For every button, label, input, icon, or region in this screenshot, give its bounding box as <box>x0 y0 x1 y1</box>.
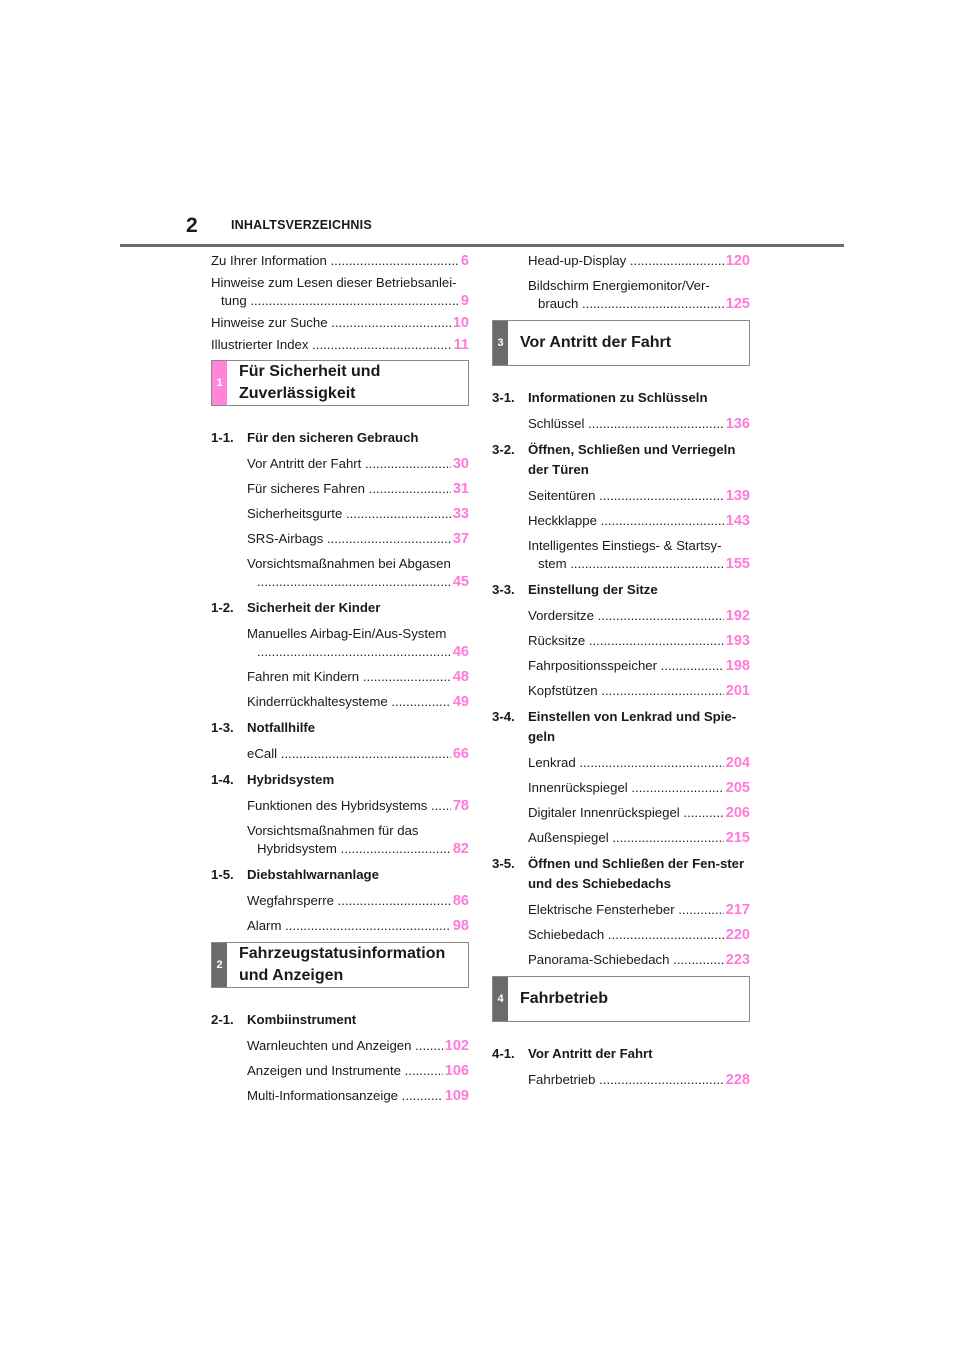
category-box-2[interactable] <box>211 942 469 988</box>
page-title: INHALTSVERZEICHNIS <box>231 218 372 232</box>
toc-entry[interactable]: Seitentüren ..... 139 <box>492 487 750 505</box>
toc-entry[interactable]: Vorsichtsmaßnahmen bei Abgasen ..... 45 <box>211 555 469 591</box>
toc-entry[interactable]: Hinweise zum Lesen dieser Betriebsanlei- tung ..... 9 <box>211 274 469 310</box>
category-box-4[interactable] <box>492 976 750 1022</box>
category-title: Fahrzeugstatusinformation und Anzeigen <box>239 945 446 984</box>
toc-entry[interactable]: Heckklappe ..... 143 <box>492 512 750 530</box>
page-ref: 46 <box>452 644 469 660</box>
page-ref: 201 <box>725 683 750 699</box>
page-header <box>186 214 846 250</box>
toc-entry[interactable]: Außenspiegel ..... 215 <box>492 829 750 847</box>
category-tab: 1 <box>212 361 227 405</box>
page-ref: 193 <box>725 633 750 649</box>
category-tab: 2 <box>212 943 227 987</box>
page-ref: 228 <box>725 1072 750 1088</box>
page-ref: 205 <box>725 780 750 796</box>
section-heading: 3-5. Öffnen und Schließen der Fen-ster und des Schiebedachs <box>492 856 745 891</box>
page-ref: 206 <box>725 805 750 821</box>
toc-entry[interactable]: Vor Antritt der Fahrt ..... 30 <box>211 455 469 473</box>
toc-entry[interactable]: Intelligentes Einstiegs- & Startsy- stem ..... 155 <box>492 537 750 573</box>
section-heading: 3-4. Einstellen von Lenkrad und Spie-geln <box>492 709 737 744</box>
page-ref: 45 <box>452 574 469 590</box>
page-ref: 217 <box>725 902 750 918</box>
section-heading: 1-2. Sicherheit der Kinder <box>211 600 381 615</box>
page-ref: 215 <box>725 830 750 846</box>
toc-entry[interactable]: Vordersitze ..... 192 <box>492 607 750 625</box>
page-ref: 143 <box>725 513 750 529</box>
toc-entry[interactable]: Illustrierter Index ..... 11 <box>211 336 469 354</box>
page-ref: 37 <box>452 531 469 547</box>
section-heading: 3-2. Öffnen, Schließen und Verriegeln der Türen <box>492 442 736 477</box>
page-ref: 109 <box>444 1088 469 1104</box>
page-ref: 49 <box>452 694 469 710</box>
section-heading: 3-3. Einstellung der Sitze <box>492 582 658 597</box>
toc-entry[interactable]: Elektrische Fensterheber ..... 217 <box>492 901 750 919</box>
category-box-3[interactable] <box>492 320 750 366</box>
page-ref: 11 <box>453 337 469 353</box>
toc-entry[interactable]: Warnleuchten und Anzeigen ..... 102 <box>211 1037 469 1055</box>
toc-entry[interactable]: Head-up-Display ..... 120 <box>492 252 750 270</box>
section-heading: 1-5. Diebstahlwarnanlage <box>211 867 379 882</box>
page-ref: 31 <box>452 481 469 497</box>
section-heading: 1-3. Notfallhilfe <box>211 720 316 735</box>
page-ref: 33 <box>452 506 469 522</box>
page-number: 2 <box>186 214 198 237</box>
toc-entry[interactable]: Funktionen des Hybridsystems ..... 78 <box>211 797 469 815</box>
toc-entry[interactable]: Fahrpositionsspeicher ..... 198 <box>492 657 750 675</box>
toc-entry[interactable]: Kopfstützen ..... 201 <box>492 682 750 700</box>
toc-entry[interactable]: Rücksitze ..... 193 <box>492 632 750 650</box>
page-ref: 82 <box>452 841 469 857</box>
category-tab: 3 <box>493 321 508 365</box>
toc-entry[interactable]: Panorama-Schiebedach ..... 223 <box>492 951 750 969</box>
page-ref: 6 <box>460 253 469 269</box>
toc-entry[interactable]: Digitaler Innenrückspiegel ..... 206 <box>492 804 750 822</box>
toc-entry[interactable]: Multi-Informationsanzeige ..... 109 <box>211 1087 469 1105</box>
toc-column-left <box>211 252 469 1112</box>
page-ref: 9 <box>460 293 469 309</box>
page-ref: 136 <box>725 416 750 432</box>
page-ref: 120 <box>725 253 750 269</box>
toc-entry[interactable]: Manuelles Airbag-Ein/Aus-System ..... 46 <box>211 625 469 661</box>
toc-entry[interactable]: Anzeigen und Instrumente ..... 106 <box>211 1062 469 1080</box>
toc-entry[interactable]: Schlüssel ..... 136 <box>492 415 750 433</box>
page-ref: 98 <box>452 918 469 934</box>
section-heading: 4-1. Vor Antritt der Fahrt <box>492 1046 653 1061</box>
page-ref: 106 <box>444 1063 469 1079</box>
toc-entry[interactable]: Innenrückspiegel ..... 205 <box>492 779 750 797</box>
category-title: Für Sicherheit und Zuverlässigkeit <box>239 363 381 402</box>
page-ref: 86 <box>452 893 469 909</box>
page-ref: 78 <box>452 798 469 814</box>
toc-entry[interactable]: Lenkrad ..... 204 <box>492 754 750 772</box>
section-heading: 2-1. Kombiinstrument <box>211 1012 357 1027</box>
page-ref: 102 <box>444 1038 469 1054</box>
toc-entry[interactable]: Bildschirm Energiemonitor/Ver- brauch ..... 125 <box>492 277 750 313</box>
toc-entry[interactable]: SRS-Airbags ..... 37 <box>211 530 469 548</box>
page-ref: 155 <box>725 556 750 572</box>
toc-entry[interactable]: Fahrbetrieb ..... 228 <box>492 1071 750 1089</box>
page-ref: 10 <box>452 315 469 331</box>
page-ref: 220 <box>725 927 750 943</box>
toc-entry[interactable]: Alarm ..... 98 <box>211 917 469 935</box>
page-ref: 30 <box>452 456 469 472</box>
category-tab: 4 <box>493 977 508 1021</box>
category-box-1[interactable] <box>211 360 469 406</box>
toc-entry[interactable]: Zu Ihrer Information ..... 6 <box>211 252 469 270</box>
toc-entry[interactable]: Kinderrückhaltesysteme ..... 49 <box>211 693 469 711</box>
toc-entry[interactable]: Fahren mit Kindern ..... 48 <box>211 668 469 686</box>
page-ref: 198 <box>725 658 750 674</box>
header-rule <box>120 244 844 247</box>
page-ref: 66 <box>452 746 469 762</box>
page-ref: 139 <box>725 488 750 504</box>
toc-entry[interactable]: Hinweise zur Suche ..... 10 <box>211 314 469 332</box>
toc-entry[interactable]: eCall ..... 66 <box>211 745 469 763</box>
section-heading: 3-1. Informationen zu Schlüsseln <box>492 390 708 405</box>
toc-entry[interactable]: Vorsichtsmaßnahmen für das Hybridsystem ..... 82 <box>211 822 469 858</box>
category-title: Fahrbetrieb <box>520 990 609 1007</box>
toc-entry[interactable]: Für sicheres Fahren ..... 31 <box>211 480 469 498</box>
toc-entry[interactable]: Wegfahrsperre ..... 86 <box>211 892 469 910</box>
toc-entry[interactable]: Schiebedach ..... 220 <box>492 926 750 944</box>
page-ref: 48 <box>452 669 469 685</box>
section-heading: 1-1. Für den sicheren Gebrauch <box>211 430 419 445</box>
page-ref: 125 <box>725 296 750 312</box>
page-ref: 204 <box>725 755 750 771</box>
toc-column-right <box>492 252 750 1096</box>
toc-entry[interactable]: Sicherheitsgurte ..... 33 <box>211 505 469 523</box>
section-heading: 1-4. Hybridsystem <box>211 772 335 787</box>
page-ref: 192 <box>725 608 750 624</box>
page-ref: 223 <box>725 952 750 968</box>
category-title: Vor Antritt der Fahrt <box>520 334 672 351</box>
